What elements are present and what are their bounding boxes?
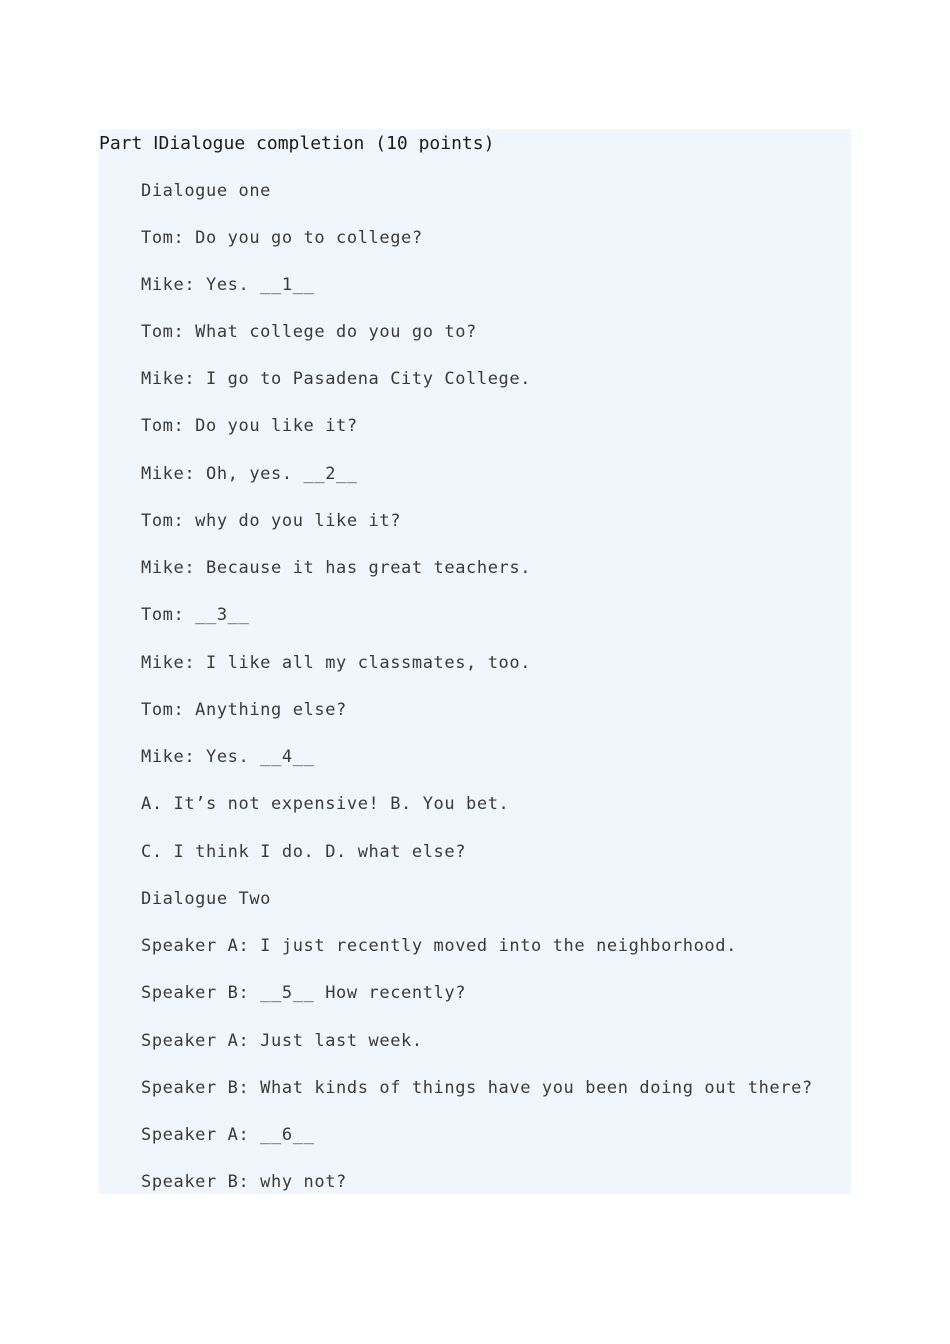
- answer-options: C. I think I do. D. what else?: [141, 842, 467, 862]
- answer-options: A. It’s not expensive! B. You bet.: [141, 794, 510, 814]
- dialogue-line: Tom: Do you go to college?: [141, 228, 423, 248]
- dialogue-line: Mike: Oh, yes. __2__: [141, 464, 358, 484]
- dialogue-line: Speaker A: __6__: [141, 1125, 315, 1145]
- dialogue-line: Tom: Anything else?: [141, 700, 347, 720]
- dialogue-line: Speaker B: What kinds of things have you been doing out there?: [141, 1078, 813, 1098]
- dialogue-line: Speaker B: __5__ How recently?: [141, 983, 467, 1003]
- dialogue-line: Mike: Because it has great teachers.: [141, 558, 532, 578]
- dialogue-line: Mike: I like all my classmates, too.: [141, 653, 532, 673]
- dialogue-line: Mike: I go to Pasadena City College.: [141, 369, 532, 389]
- dialogue-line: Speaker A: Just last week.: [141, 1031, 423, 1051]
- dialogue-line: Tom: What college do you go to?: [141, 322, 477, 342]
- dialogue-title-two: Dialogue Two: [141, 889, 272, 909]
- dialogue-line: Mike: Yes. __4__: [141, 747, 315, 767]
- dialogue-title-one: Dialogue one: [141, 181, 272, 201]
- dialogue-line: Speaker B: why not?: [141, 1172, 347, 1192]
- dialogue-line: Tom: __3__: [141, 605, 250, 625]
- dialogue-line: Tom: Do you like it?: [141, 416, 358, 436]
- dialogue-line: Mike: Yes. __1__: [141, 275, 315, 295]
- section-heading: Part ⅠDialogue completion (10 points): [99, 133, 495, 154]
- dialogue-line: Speaker A: I just recently moved into the neighborhood.: [141, 936, 737, 956]
- dialogue-line: Tom: why do you like it?: [141, 511, 402, 531]
